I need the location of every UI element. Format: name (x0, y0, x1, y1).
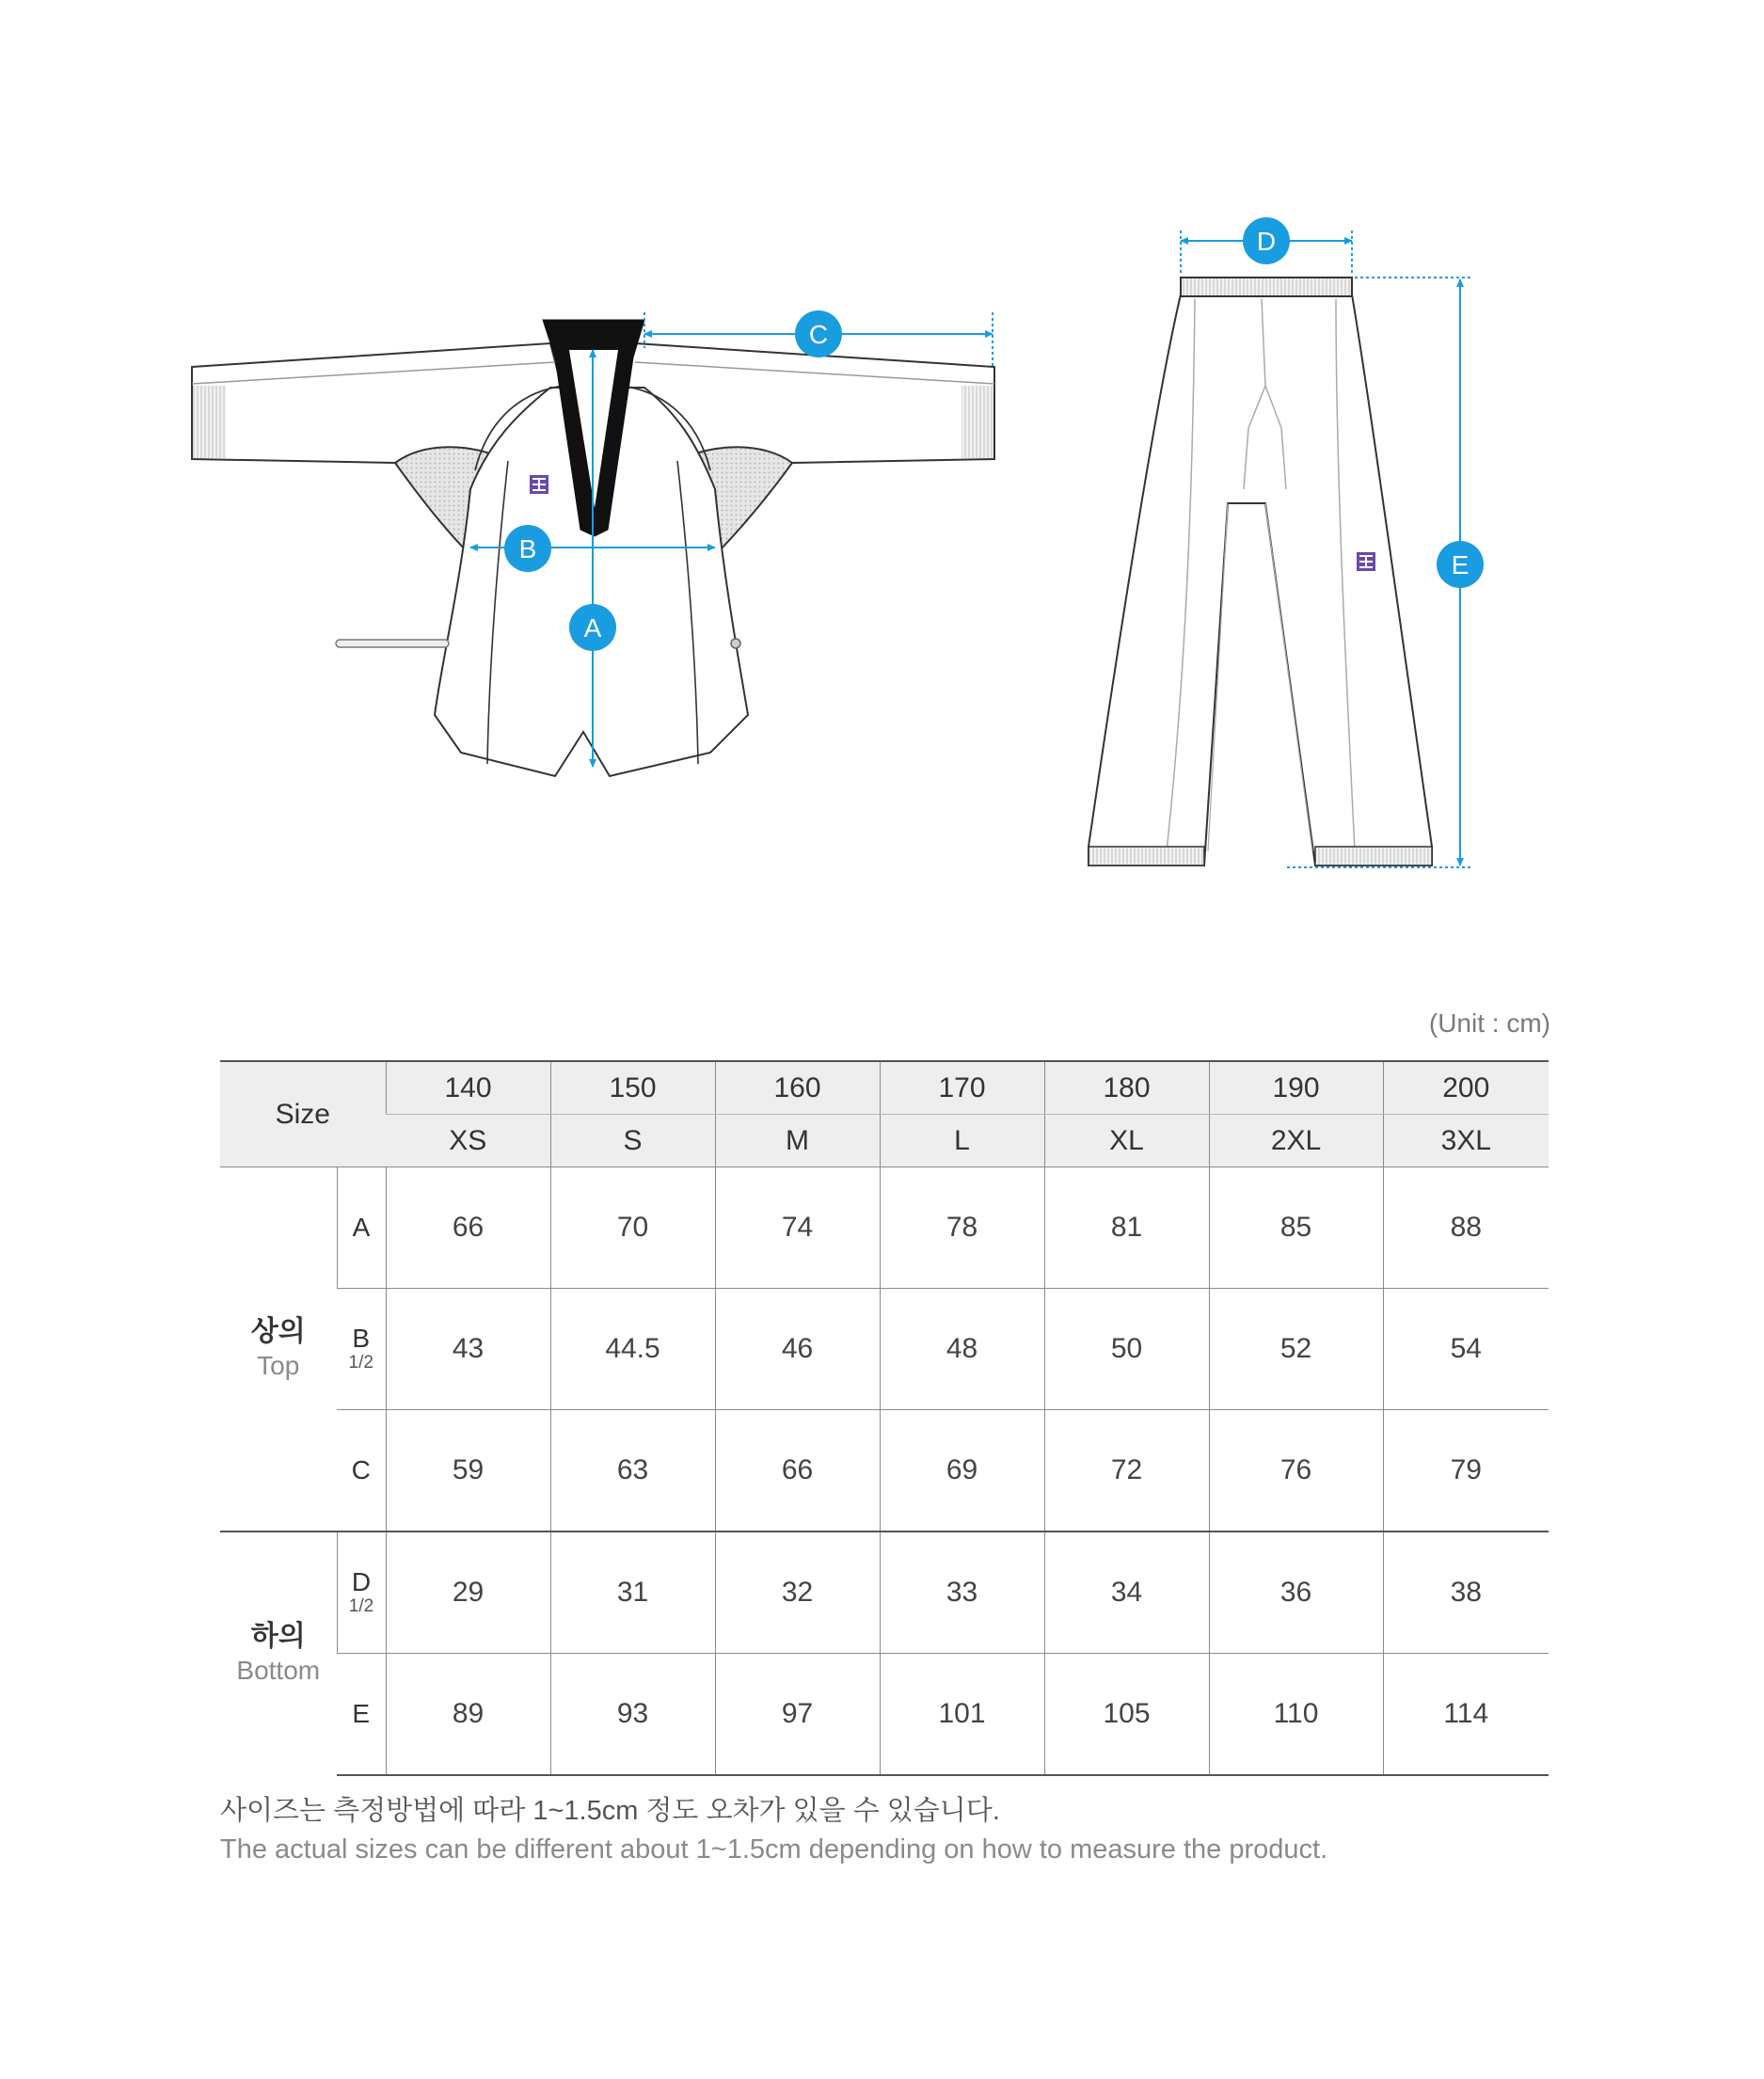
value-cell: 88 (1383, 1167, 1549, 1289)
value-cell: 101 (880, 1654, 1044, 1776)
measure-letter: D 1/2 (337, 1531, 386, 1654)
height-cell: 140 (386, 1061, 550, 1115)
group-label-en: Bottom (236, 1656, 321, 1685)
value-cell: 66 (386, 1167, 550, 1289)
header-row-sizes (220, 1115, 1549, 1167)
group-label-ko: 하의 (250, 1621, 306, 1652)
pants-drawing (1089, 278, 1432, 865)
height-cell: 150 (550, 1061, 715, 1115)
size-cell: L (880, 1115, 1044, 1167)
value-cell: 63 (550, 1410, 715, 1532)
value-cell: 44.5 (550, 1289, 715, 1410)
group-label-bottom (220, 1531, 337, 1775)
brand-logo-icon (1357, 552, 1375, 571)
svg-text:B: B (518, 534, 537, 563)
label-e (1437, 541, 1484, 588)
table-row (220, 1289, 1549, 1410)
note-english: The actual sizes can be different about 1~1.5cm depending on how to measure the product. (220, 1834, 1328, 1865)
value-cell: 52 (1209, 1289, 1383, 1410)
value-cell: 66 (715, 1410, 880, 1532)
height-cell: 200 (1383, 1061, 1549, 1115)
height-cell: 190 (1209, 1061, 1383, 1115)
table-row (220, 1654, 1549, 1776)
value-cell: 38 (1383, 1531, 1549, 1654)
size-cell: XS (386, 1115, 550, 1167)
value-cell: 48 (880, 1289, 1044, 1410)
height-cell: 180 (1044, 1061, 1209, 1115)
group-label-en: Top (257, 1351, 300, 1380)
size-diagram (0, 0, 1764, 903)
height-cell: 170 (880, 1061, 1044, 1115)
value-cell: 93 (550, 1654, 715, 1776)
value-cell: 69 (880, 1410, 1044, 1532)
value-cell: 76 (1209, 1410, 1383, 1532)
value-cell: 50 (1044, 1289, 1209, 1410)
value-cell: 36 (1209, 1531, 1383, 1654)
table-row (220, 1410, 1549, 1532)
value-cell: 78 (880, 1167, 1044, 1289)
value-cell: 105 (1044, 1654, 1209, 1776)
unit-label: (Unit : cm) (1428, 1008, 1550, 1038)
size-cell: S (550, 1115, 715, 1167)
value-cell: 43 (386, 1289, 550, 1410)
value-cell: 72 (1044, 1410, 1209, 1532)
measure-letter: E (337, 1654, 386, 1776)
value-cell: 114 (1383, 1654, 1549, 1776)
size-cell: 3XL (1383, 1115, 1549, 1167)
svg-text:A: A (583, 613, 602, 643)
svg-text:E: E (1451, 550, 1470, 579)
value-cell: 70 (550, 1167, 715, 1289)
header-row-heights (220, 1061, 1549, 1115)
value-cell: 54 (1383, 1289, 1549, 1410)
value-cell: 31 (550, 1531, 715, 1654)
svg-text:D: D (1256, 227, 1277, 256)
size-chart-table (220, 1060, 1549, 1776)
note-korean: 사이즈는 측정방법에 따라 1~1.5cm 정도 오차가 있을 수 있습니다. (220, 1796, 1000, 1826)
size-cell: M (715, 1115, 880, 1167)
value-cell: 29 (386, 1531, 550, 1654)
label-c (795, 310, 842, 357)
measure-letter: C (337, 1410, 386, 1532)
label-a (569, 604, 616, 651)
table-row (220, 1167, 1549, 1289)
value-cell: 110 (1209, 1654, 1383, 1776)
value-cell: 46 (715, 1289, 880, 1410)
height-cell: 160 (715, 1061, 880, 1115)
value-cell: 59 (386, 1410, 550, 1532)
brand-logo-icon (530, 475, 548, 494)
measure-letter: A (337, 1167, 386, 1289)
value-cell: 89 (386, 1654, 550, 1776)
size-cell: XL (1044, 1115, 1209, 1167)
value-cell: 97 (715, 1654, 880, 1776)
label-d (1243, 217, 1290, 264)
size-cell: 2XL (1209, 1115, 1383, 1167)
size-header: Size (220, 1061, 386, 1167)
value-cell: 81 (1044, 1167, 1209, 1289)
value-cell: 74 (715, 1167, 880, 1289)
value-cell: 33 (880, 1531, 1044, 1654)
value-cell: 34 (1044, 1531, 1209, 1654)
table-row (220, 1531, 1549, 1654)
measure-letter: B 1/2 (337, 1289, 386, 1410)
label-b (504, 525, 551, 572)
value-cell: 32 (715, 1531, 880, 1654)
group-label-ko: 상의 (250, 1316, 306, 1347)
svg-text:C: C (808, 320, 829, 349)
value-cell: 85 (1209, 1167, 1383, 1289)
value-cell: 79 (1383, 1410, 1549, 1532)
group-label-top (220, 1167, 337, 1532)
